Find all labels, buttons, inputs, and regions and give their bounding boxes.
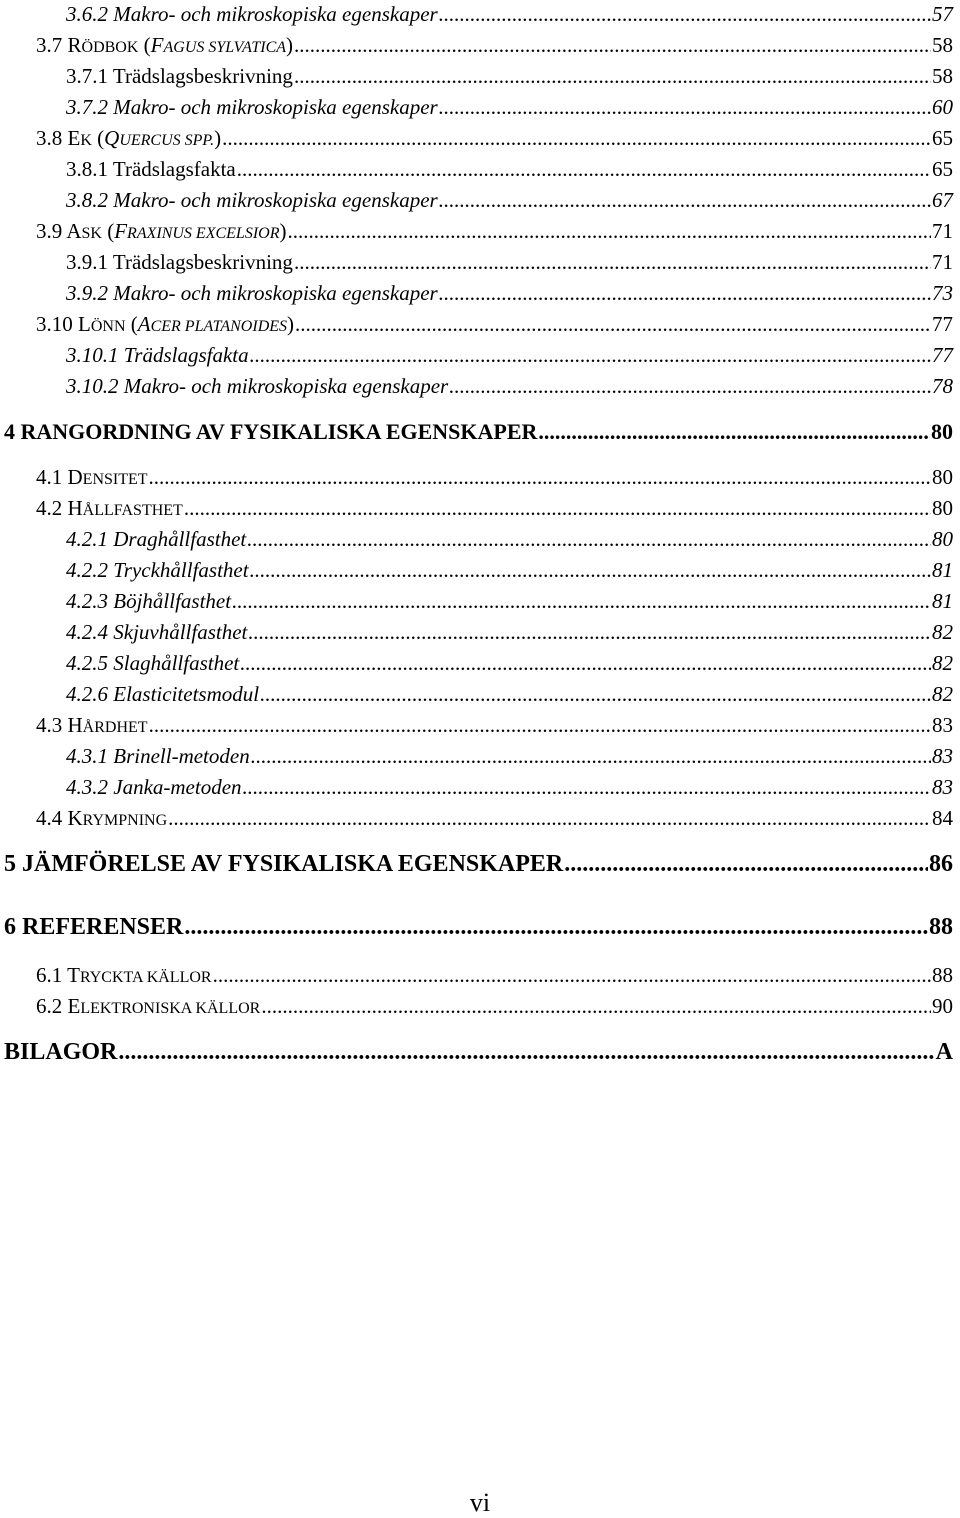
toc-page-number: 84 bbox=[932, 806, 953, 830]
toc-entry-title: 4.2.5 Slaghållfasthet bbox=[66, 651, 240, 675]
toc-leader-dots bbox=[247, 527, 931, 552]
toc-entry[interactable] bbox=[66, 589, 953, 614]
toc-page-number: 86 bbox=[929, 851, 953, 877]
toc-leader-dots bbox=[237, 157, 931, 182]
toc-leader-dots bbox=[232, 589, 931, 614]
toc-entry-title: 3.10 LÖNN (ACER PLATANOIDES) bbox=[36, 312, 295, 336]
toc-page-number: 80 bbox=[932, 496, 953, 520]
toc-leader-dots bbox=[251, 744, 931, 769]
toc-entry[interactable] bbox=[36, 713, 953, 738]
toc-page-number: 82 bbox=[932, 651, 953, 675]
toc-entry-title: 3.8.1 Trädslagsfakta bbox=[66, 157, 236, 181]
toc-page-number: 58 bbox=[932, 33, 953, 57]
toc-leader-dots bbox=[294, 33, 931, 58]
toc-entry-title: 3.10.2 Makro- och mikroskopiska egenskaper bbox=[66, 374, 449, 398]
toc-entry[interactable] bbox=[66, 343, 953, 368]
toc-entry[interactable] bbox=[66, 620, 953, 645]
toc-leader-dots bbox=[250, 558, 931, 583]
toc-leader-dots bbox=[213, 963, 931, 988]
toc-leader-dots bbox=[294, 250, 931, 275]
toc-page-number: 65 bbox=[932, 126, 953, 150]
toc-page-number: 77 bbox=[932, 343, 953, 367]
toc-entry[interactable] bbox=[66, 374, 953, 399]
toc-entry-title: 3.9.2 Makro- och mikroskopiska egenskaper bbox=[66, 281, 438, 305]
toc-entry[interactable] bbox=[36, 496, 953, 521]
toc-page-number: 83 bbox=[932, 744, 953, 768]
toc-leader-dots bbox=[439, 2, 931, 27]
page-number-footer: vi bbox=[469, 1488, 491, 1517]
toc-entry-chapter[interactable] bbox=[4, 419, 953, 445]
toc-entry-title: 3.9.1 Trädslagsbeskrivning bbox=[66, 250, 293, 274]
toc-entry-chapter[interactable] bbox=[4, 914, 953, 941]
toc-leader-dots bbox=[222, 126, 931, 151]
toc-entry[interactable] bbox=[66, 188, 953, 213]
toc-entry-title: 6.2 ELEKTRONISKA KÄLLOR bbox=[36, 994, 261, 1018]
toc-page-number: A bbox=[935, 1039, 953, 1065]
toc-page-number: 65 bbox=[932, 157, 953, 181]
toc-entry-title: 4.3 HÅRDHET bbox=[36, 713, 148, 737]
toc-page-number: 78 bbox=[932, 374, 953, 398]
toc-entry[interactable] bbox=[36, 465, 953, 490]
toc-entry-title: 5 JÄMFÖRELSE AV FYSIKALISKA EGENSKAPER bbox=[4, 851, 564, 877]
toc-entry[interactable] bbox=[36, 33, 953, 58]
toc-page-number: 81 bbox=[932, 558, 953, 582]
toc-leader-dots bbox=[184, 496, 931, 521]
toc-page-number: 83 bbox=[932, 713, 953, 737]
toc-leader-dots bbox=[243, 775, 931, 800]
toc-leader-dots bbox=[168, 806, 931, 831]
toc-leader-dots bbox=[184, 914, 928, 941]
toc-entry-title: 4.2.4 Skjuvhållfasthet bbox=[66, 620, 248, 644]
toc-page-number: 82 bbox=[932, 620, 953, 644]
toc-entry[interactable] bbox=[36, 963, 953, 988]
toc-entry-title: 4.3.1 Brinell-metoden bbox=[66, 744, 250, 768]
toc-entry[interactable] bbox=[36, 219, 953, 244]
toc-entry[interactable] bbox=[66, 250, 953, 275]
toc-leader-dots bbox=[538, 419, 930, 445]
toc-entry-title: 4.4 KRYMPNING bbox=[36, 806, 168, 830]
toc-entry-title: 4.1 DENSITET bbox=[36, 465, 148, 489]
toc-entry[interactable] bbox=[36, 806, 953, 831]
toc-entry-title: 3.7 RÖDBOK (FAGUS SYLVATICA) bbox=[36, 33, 294, 57]
toc-entry-title: 4.2.2 Tryckhållfasthet bbox=[66, 558, 249, 582]
toc-entry[interactable] bbox=[66, 281, 953, 306]
toc-entry[interactable] bbox=[66, 775, 953, 800]
toc-leader-dots bbox=[149, 713, 931, 738]
toc-leader-dots bbox=[248, 620, 931, 645]
toc-page-number: 88 bbox=[929, 914, 953, 940]
toc-leader-dots bbox=[295, 312, 931, 337]
toc-entry[interactable] bbox=[66, 157, 953, 182]
toc-leader-dots bbox=[294, 64, 931, 89]
toc-leader-dots bbox=[439, 281, 931, 306]
toc-entry[interactable] bbox=[66, 682, 953, 707]
toc-leader-dots bbox=[564, 851, 928, 878]
toc-entry-title: 4 RANGORDNING AV FYSIKALISKA EGENSKAPER bbox=[4, 419, 538, 444]
toc-entry-title: 3.7.1 Trädslagsbeskrivning bbox=[66, 64, 293, 88]
toc-page-number: 80 bbox=[931, 419, 953, 444]
toc-page-number: 80 bbox=[932, 527, 953, 551]
toc-leader-dots bbox=[449, 374, 931, 399]
toc-entry[interactable] bbox=[66, 651, 953, 676]
toc-entry-chapter[interactable] bbox=[4, 851, 953, 878]
toc-page-number: 77 bbox=[932, 312, 953, 336]
toc-page-number: 90 bbox=[932, 994, 953, 1018]
toc-entry-chapter[interactable] bbox=[4, 1039, 953, 1066]
toc-entry-title: 4.2.6 Elasticitetsmodul bbox=[66, 682, 260, 706]
toc-leader-dots bbox=[439, 95, 931, 120]
toc-entry-title: 3.8.2 Makro- och mikroskopiska egenskaper bbox=[66, 188, 438, 212]
toc-entry-title: 3.10.1 Trädslagsfakta bbox=[66, 343, 249, 367]
toc-leader-dots bbox=[240, 651, 931, 676]
toc-page-number: 57 bbox=[932, 2, 953, 26]
toc-leader-dots bbox=[118, 1039, 934, 1066]
toc-leader-dots bbox=[287, 219, 931, 244]
toc-entry[interactable] bbox=[66, 64, 953, 89]
toc-entry-title: 3.6.2 Makro- och mikroskopiska egenskaper bbox=[66, 2, 438, 26]
toc-page-number: 80 bbox=[932, 465, 953, 489]
toc-page-number: 60 bbox=[932, 95, 953, 119]
toc-leader-dots bbox=[250, 343, 931, 368]
toc-page-number: 71 bbox=[932, 219, 953, 243]
toc-page-number: 58 bbox=[932, 64, 953, 88]
toc-entry[interactable] bbox=[66, 95, 953, 120]
toc-entry[interactable] bbox=[36, 994, 953, 1019]
toc-page-number: 81 bbox=[932, 589, 953, 613]
toc-leader-dots bbox=[260, 682, 931, 707]
toc-entry[interactable] bbox=[66, 558, 953, 583]
toc-entry[interactable] bbox=[36, 312, 953, 337]
toc-entry[interactable] bbox=[66, 744, 953, 769]
toc-entry-title: 4.3.2 Janka-metoden bbox=[66, 775, 242, 799]
toc-entry-title: 6 REFERENSER bbox=[4, 914, 184, 940]
toc-entry-title: BILAGOR bbox=[4, 1039, 118, 1065]
toc-entry[interactable] bbox=[66, 527, 953, 552]
toc-page-number: 73 bbox=[932, 281, 953, 305]
toc-entry-title: 6.1 TRYCKTA KÄLLOR bbox=[36, 963, 212, 987]
toc-entry-title: 4.2.1 Draghållfasthet bbox=[66, 527, 247, 551]
toc-page-number: 67 bbox=[932, 188, 953, 212]
toc-entry-title: 3.7.2 Makro- och mikroskopiska egenskaper bbox=[66, 95, 438, 119]
toc-page-number: 71 bbox=[932, 250, 953, 274]
toc-entry-title: 3.8 EK (QUERCUS SPP.) bbox=[36, 126, 222, 150]
toc-leader-dots bbox=[261, 994, 931, 1019]
toc-entry-title: 4.2.3 Böjhållfasthet bbox=[66, 589, 232, 613]
toc-entry[interactable] bbox=[36, 126, 953, 151]
toc-page-number: 83 bbox=[932, 775, 953, 799]
toc-leader-dots bbox=[149, 465, 931, 490]
toc-page-number: 88 bbox=[932, 963, 953, 987]
toc-entry[interactable] bbox=[66, 2, 953, 27]
toc-entry-title: 4.2 HÅLLFASTHET bbox=[36, 496, 183, 520]
toc-entry-title: 3.9 ASK (FRAXINUS EXCELSIOR) bbox=[36, 219, 287, 243]
toc-leader-dots bbox=[439, 188, 931, 213]
toc-page-number: 82 bbox=[932, 682, 953, 706]
